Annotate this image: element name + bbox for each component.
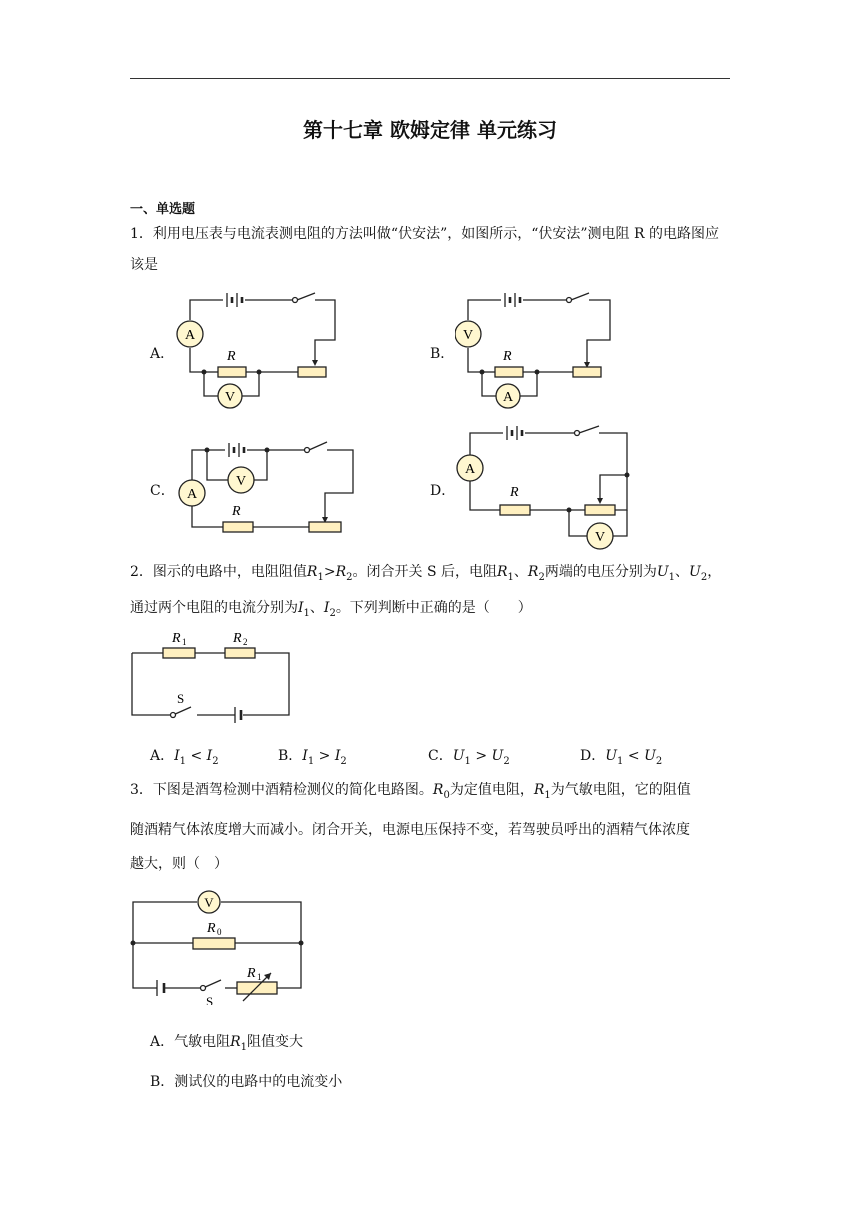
q2-option-b: B．$I_1 > I_2$ — [278, 748, 347, 767]
q1-circuit-b — [455, 290, 625, 415]
q1-option-c-label: C． — [150, 483, 175, 499]
svg-text:R: R — [503, 349, 512, 364]
svg-text:R: R — [510, 485, 519, 500]
page-title: 第十七章 欧姆定律 单元练习 — [303, 118, 557, 142]
q1-circuit-c — [175, 430, 365, 540]
question-3-line-2: 随酒精气体浓度增大而减小。闭合开关，电源电压保持不变，若驾驶员呼出的酒精气体浓度 — [130, 822, 690, 838]
svg-text:0: 0 — [217, 927, 222, 937]
q2-circuit — [125, 625, 300, 725]
svg-text:R: R — [247, 966, 256, 981]
svg-text:A: A — [464, 462, 476, 477]
svg-text:2: 2 — [243, 637, 248, 647]
svg-text:V: V — [235, 474, 247, 489]
question-1-text: 1．利用电压表与电流表测电阻的方法叫做“伏安法”，如图所示，“伏安法”测电阻 R 的电路图应该是 — [130, 226, 719, 273]
svg-text:R: R — [232, 504, 241, 519]
section-heading: 一、单选题 — [130, 202, 196, 217]
header-rule — [130, 78, 730, 79]
q2-option-a: A．$I_1 < I_2$ — [150, 748, 219, 767]
ammeter-label: A — [184, 328, 196, 343]
q3-circuit — [125, 885, 310, 1005]
svg-text:1: 1 — [182, 637, 187, 647]
q2-option-c: C．$U_1 > U_2$ — [428, 748, 510, 767]
q1-option-a-label: A． — [150, 346, 175, 362]
svg-text:A: A — [186, 487, 198, 502]
svg-text:V: V — [204, 895, 214, 910]
question-3-line-3: 越大，则（ ） — [130, 856, 228, 872]
svg-text:V: V — [594, 530, 606, 545]
q1-option-b-label: B． — [430, 346, 455, 362]
q2-option-d: D．$U_1 < U_2$ — [580, 748, 663, 767]
svg-text:R: R — [207, 921, 216, 936]
voltmeter-label: V — [224, 390, 236, 405]
q1-option-d-label: D． — [430, 483, 456, 499]
svg-text:1: 1 — [257, 972, 262, 982]
svg-text:V: V — [462, 328, 474, 343]
switch-s-label: S — [177, 691, 185, 706]
svg-text:R: R — [172, 631, 181, 646]
q3-option-b: B．测试仪的电路中的电流变小 — [150, 1074, 343, 1090]
svg-text:S: S — [206, 994, 214, 1005]
q1-circuit-d — [455, 420, 640, 555]
svg-text:R: R — [227, 349, 236, 364]
question-3-text: 3．下图是酒驾检测中酒精检测仪的简化电路图。$R_0$为定值电阻，$R_1$为气敏电阻，它的阻值 — [130, 782, 691, 801]
q1-circuit-a — [175, 290, 345, 415]
q3-option-a: A．气敏电阻$R_1$阻值变大 — [150, 1034, 304, 1053]
svg-text:A: A — [502, 390, 514, 405]
svg-text:R: R — [233, 631, 242, 646]
question-2-text: 2．图示的电路中，电阻阻值$R_1>R_2$。闭合开关 S 后，电阻$R_1$、$R_2$两端的电压分别为$U_1$、$U_2$， 通过两个电阻的电流分别为$I_1$、$I_2$。下列判断中正确的是（ ） — [130, 564, 722, 619]
